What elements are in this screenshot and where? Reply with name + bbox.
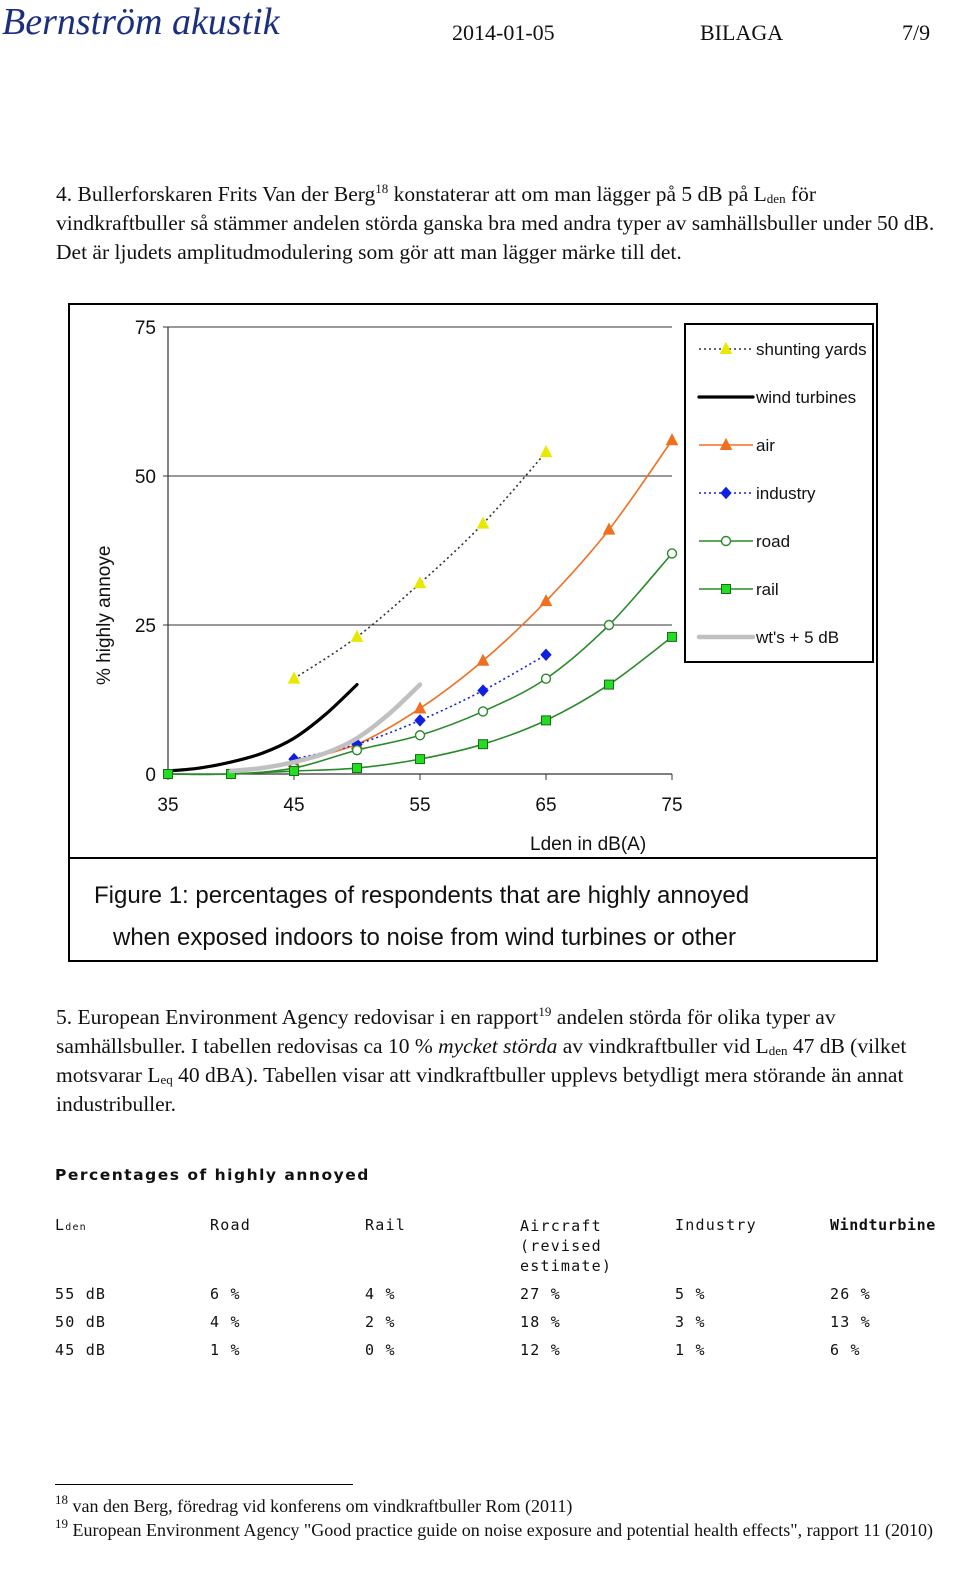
y-tick-label: 50 bbox=[134, 467, 156, 488]
data-point bbox=[668, 549, 677, 558]
table-cell-aircraft: 27 % bbox=[520, 1285, 561, 1303]
figure-caption-line1: Figure 1: percentages of respondents that are highly annoyed bbox=[94, 882, 750, 909]
data-point bbox=[667, 434, 678, 445]
y-tick-label: 0 bbox=[145, 765, 156, 786]
company-logo: Bernström akustik bbox=[2, 1, 280, 43]
legend-label: rail bbox=[756, 580, 779, 599]
table-cell-aircraft: 18 % bbox=[520, 1313, 561, 1331]
table-header-road: Road bbox=[210, 1216, 251, 1234]
x-tick-label: 45 bbox=[283, 795, 305, 816]
data-point bbox=[164, 770, 173, 779]
data-point bbox=[479, 740, 488, 749]
series-wt-s-5-db bbox=[231, 685, 420, 771]
data-point bbox=[352, 631, 363, 642]
table-title: Percentages of highly annoyed bbox=[55, 1166, 370, 1184]
table-cell-industry: 1 % bbox=[675, 1341, 706, 1359]
footnote-19: $^{19}$ European Environment Agency "Good practice guide on noise exposure and potential health effects", rapport 11 (2010) bbox=[55, 1516, 933, 1540]
figure-caption-line2: when exposed indoors to noise from wind turbines or other bbox=[113, 924, 737, 951]
table-header-aircraft: Aircraft (revised estimate) bbox=[520, 1217, 613, 1275]
x-tick-label: 55 bbox=[409, 795, 431, 816]
header-date: 2014-01-05 bbox=[452, 20, 555, 45]
table-cell-rail: 0 % bbox=[365, 1341, 396, 1359]
data-point bbox=[290, 767, 299, 776]
table-cell-aircraft: 12 % bbox=[520, 1341, 561, 1359]
x-tick-label: 35 bbox=[157, 795, 179, 816]
legend-label: road bbox=[756, 532, 791, 551]
legend-label: shunting yards bbox=[756, 340, 867, 359]
table-cell-windturbine: 6 % bbox=[830, 1341, 861, 1359]
table-cell-lden: 50 dB bbox=[55, 1313, 107, 1331]
data-point bbox=[668, 632, 677, 641]
series-air bbox=[289, 434, 678, 766]
series-line-shunting-yards bbox=[294, 452, 546, 678]
table-cell-industry: 5 % bbox=[675, 1285, 706, 1303]
footnote-divider bbox=[55, 1484, 353, 1485]
y-tick-labels bbox=[135, 318, 156, 786]
paragraph-5: 5. European Environment Agency redovisar i en rapport$^{19}$ andelen störda för olika typer av samhällsbuller. I tabellen redovisas ca 10 % mycket störda av vindkraftbuller vid $L_{den}$ 47 dB (vilket motsvarar $L_{eq}$ 40 dBA). Tabellen visar att vindkraftbuller upplevs betydligt mera störande än annat industribuller. bbox=[56, 1004, 907, 1116]
page-number: 7/9 bbox=[902, 20, 931, 45]
y-tick-label: 75 bbox=[134, 318, 156, 339]
data-point bbox=[478, 685, 488, 696]
legend-marker bbox=[722, 537, 731, 546]
data-point bbox=[415, 702, 426, 713]
table-header-industry: Industry bbox=[675, 1216, 757, 1234]
data-point bbox=[415, 577, 426, 588]
legend-label: wind turbines bbox=[756, 388, 857, 407]
table-header-lden: Lden bbox=[55, 1216, 87, 1234]
table-cell-industry: 3 % bbox=[675, 1313, 706, 1331]
data-point bbox=[416, 731, 425, 740]
series-line-wt-s-5-db bbox=[231, 685, 420, 771]
series-shunting-yards bbox=[289, 446, 552, 683]
x-tick-labels bbox=[157, 795, 682, 816]
table-cell-windturbine: 26 % bbox=[830, 1285, 871, 1303]
data-point bbox=[353, 764, 362, 773]
y-tick-label: 25 bbox=[134, 616, 156, 637]
table-cell-lden: 55 dB bbox=[55, 1285, 107, 1303]
data-point bbox=[478, 655, 489, 666]
data-point bbox=[541, 446, 552, 457]
data-point bbox=[289, 673, 300, 684]
paragraph-4: 4. Bullerforskaren Frits Van der Berg$^{18}$ konstaterar att om man lägger på 5 dB på $L_{den}$ för vindkraftbuller så stämmer andelen störda ganska bra med andra typer av samhällsbuller under 50 dB. Det är ljudets amplitudmodulering som gör att man lägger märke till det. bbox=[56, 181, 935, 264]
legend-label: wt's + 5 dB bbox=[756, 628, 840, 647]
table-cell-road: 1 % bbox=[210, 1341, 241, 1359]
x-axis-label: Lden in dB(A) bbox=[530, 834, 647, 855]
x-tick-label: 65 bbox=[535, 795, 557, 816]
plot-series bbox=[164, 434, 678, 778]
data-point bbox=[416, 755, 425, 764]
data-point bbox=[541, 649, 551, 660]
footnote-ref-18: 18 bbox=[375, 181, 389, 196]
data-point bbox=[542, 716, 551, 725]
x-tick-label: 75 bbox=[661, 795, 683, 816]
data-point bbox=[605, 621, 614, 630]
table-cell-windturbine: 13 % bbox=[830, 1313, 871, 1331]
footnote-18: $^{18}$ van den Berg, föredrag vid konferens om vindkraftbuller Rom (2011) bbox=[55, 1492, 573, 1516]
table-header-rail: Rail bbox=[365, 1216, 406, 1234]
header-label: BILAGA bbox=[700, 20, 784, 45]
figure-1-chart bbox=[68, 303, 878, 962]
table-cell-road: 4 % bbox=[210, 1313, 241, 1331]
legend-label: air bbox=[756, 436, 775, 455]
table-cell-rail: 4 % bbox=[365, 1285, 396, 1303]
data-point bbox=[415, 715, 425, 726]
data-point bbox=[353, 746, 362, 755]
legend-label: industry bbox=[756, 484, 816, 503]
table-cell-road: 6 % bbox=[210, 1285, 241, 1303]
footnote-ref-19: 19 bbox=[538, 1004, 552, 1019]
table-cell-lden: 45 dB bbox=[55, 1341, 107, 1359]
data-point bbox=[542, 674, 551, 683]
legend-marker bbox=[722, 585, 731, 594]
table-cell-rail: 2 % bbox=[365, 1313, 396, 1331]
table-header-windturbine: Windturbine bbox=[830, 1216, 936, 1234]
data-point bbox=[479, 707, 488, 716]
y-axis-label: % highly annoye bbox=[94, 545, 115, 685]
data-point bbox=[605, 680, 614, 689]
